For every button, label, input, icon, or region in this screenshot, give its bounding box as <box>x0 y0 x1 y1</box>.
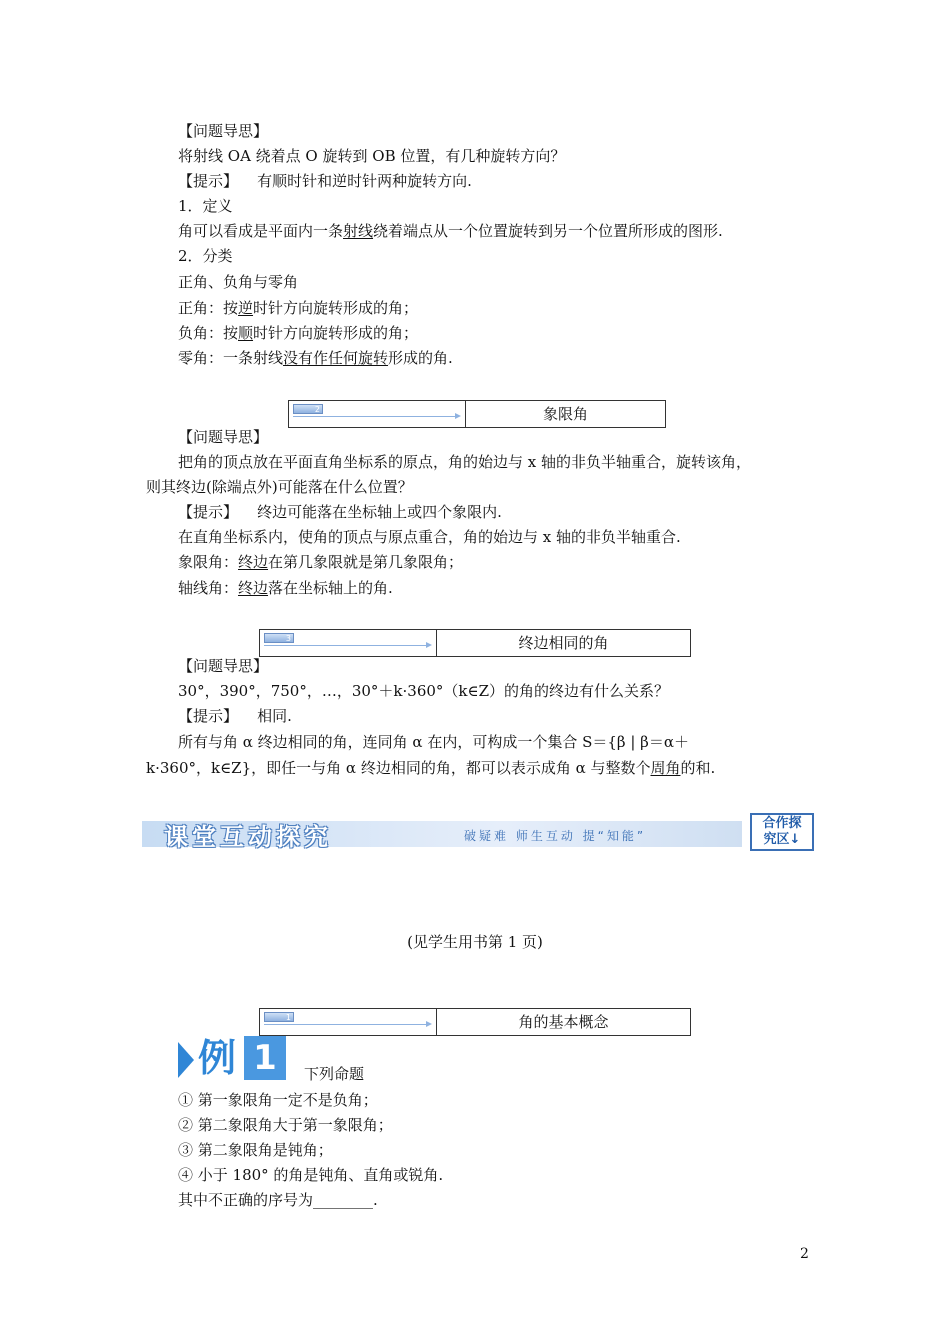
subheading: 正角、负角与零角 <box>178 273 299 291</box>
question-text: 则其终边(除端点外)可能落在什么位置？ <box>146 478 413 496</box>
knowledge-badge: 2 <box>289 401 466 427</box>
question-prompt: 其中不正确的序号为________. <box>178 1191 378 1209</box>
definition-text: 角可以看成是平面内一条射线绕着端点从一个位置旋转到另一个位置所形成的图形. <box>178 222 723 240</box>
type-title: 角的基本概念 <box>518 1013 609 1031</box>
list-item: ④ 小于 180° 的角是钝角、直角或锐角. <box>178 1166 444 1184</box>
axis-angle-text: 轴线角：终边落在坐标轴上的角. <box>178 579 393 597</box>
page-reference: (见学生用书第 1 页) <box>407 933 543 951</box>
question-type-box <box>259 1008 691 1036</box>
knowledge-badge: 3 <box>260 630 437 656</box>
example-label: 例 1 <box>178 1036 286 1080</box>
chevron-icon <box>178 1042 194 1078</box>
positive-angle-text: 正角：按逆时针方向旋转形成的角； <box>178 299 419 317</box>
guide-heading: 【问题导思】 <box>178 657 269 675</box>
negative-angle-text: 负角：按顺时针方向旋转形成的角； <box>178 324 419 342</box>
body-text: 所有与角 α 终边相同的角，连同角 α 在内，可构成一个集合 S＝{β | β＝α＋ <box>178 733 689 751</box>
quadrant-angle-text: 象限角：终边在第几象限就是第几象限角； <box>178 553 464 571</box>
arrow-icon <box>426 1021 432 1027</box>
guide-heading: 【问题导思】 <box>178 428 269 446</box>
hint-tag: 【提示】 <box>178 172 239 190</box>
hint-line: 【提示】 终边可能落在坐标轴上或四个象限内. <box>178 503 502 521</box>
arrow-icon <box>455 413 461 419</box>
section-heading: 1．定义 <box>178 197 233 215</box>
page-number: 2 <box>800 1246 809 1262</box>
hint-line: 【提示】 相同. <box>178 707 292 725</box>
knowledge-title: 终边相同的角 <box>518 634 609 652</box>
example-lead: 下列命题 <box>304 1065 365 1083</box>
hint-text: 有顺时针和逆时针两种旋转方向. <box>257 172 472 190</box>
section-banner <box>142 813 814 851</box>
question-text: 把角的顶点放在平面直角坐标系的原点，角的始边与 x 轴的非负半轴重合，旋转该角， <box>178 453 751 471</box>
question-text: 30°，390°，750°，…，30°＋k·360°（k∈Z）的角的终边有什么关系？ <box>178 682 670 700</box>
zero-angle-text: 零角：一条射线没有作任何旋转形成的角. <box>178 349 453 367</box>
list-item: ② 第二象限角大于第一象限角； <box>178 1116 393 1134</box>
banner-slogan: 破疑难 师生互动 提“知能” <box>464 829 647 843</box>
body-text: k·360°，k∈Z}，即任一与角 α 终边相同的角，都可以表示成角 α 与整数个周角的和. <box>146 759 716 777</box>
list-item: ③ 第二象限角是钝角； <box>178 1141 333 1159</box>
body-text: 在直角坐标系内，使角的顶点与原点重合，角的始边与 x 轴的非负半轴重合. <box>178 528 681 546</box>
knowledge-title: 象限角 <box>542 405 588 423</box>
arrow-icon <box>426 642 432 648</box>
guide-heading: 【问题导思】 <box>178 122 269 140</box>
banner-tag: 合作探 究区↓ <box>750 813 814 851</box>
hint-line <box>178 170 472 192</box>
type-badge: 1 <box>260 1009 437 1035</box>
list-item: ① 第一象限角一定不是负角； <box>178 1091 378 1109</box>
question-text: 将射线 OA 绕着点 O 旋转到 OB 位置，有几种旋转方向？ <box>178 147 566 165</box>
knowledge-point-box <box>288 400 666 428</box>
knowledge-point-box <box>259 629 691 657</box>
section-heading: 2．分类 <box>178 247 233 265</box>
banner-title: 课堂互动探究 <box>164 823 332 851</box>
